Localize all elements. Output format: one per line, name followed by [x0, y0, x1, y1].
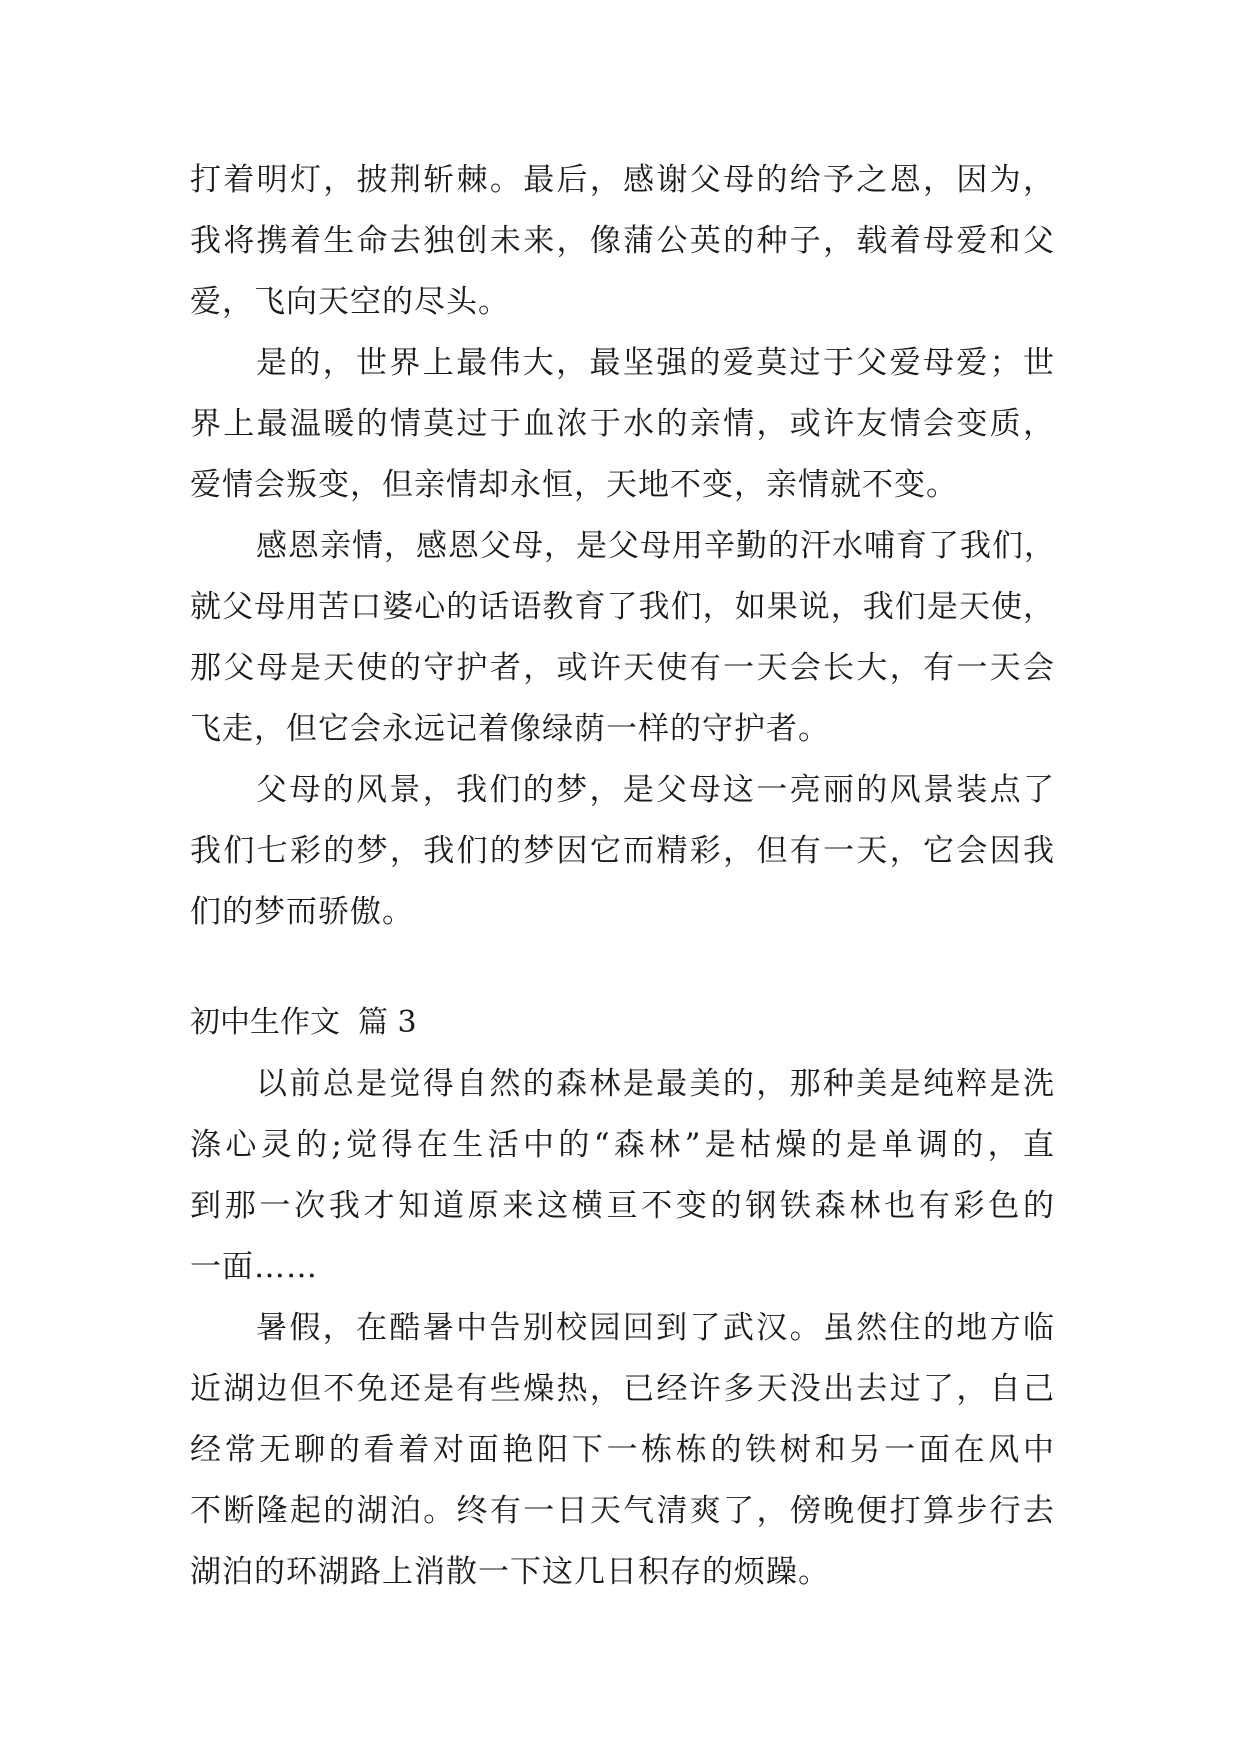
text-line: 湖泊的环湖路上消散一下这几日积存的烦躁。 — [190, 1554, 830, 1590]
text-line: 界上最温暖的情莫过于血浓于水的亲情，或许友情会变质， — [190, 406, 1055, 442]
section-heading — [190, 1003, 417, 1043]
text-line: 经常无聊的看着对面艳阳下一栋栋的铁树和另一面在风中 — [190, 1432, 1055, 1468]
text-line: 爱情会叛变，但亲情却永恒，天地不变，亲情就不变。 — [190, 467, 958, 503]
text-line: 我将携着生命去独创未来，像蒲公英的种子，载着母爱和父 — [190, 223, 1055, 259]
text-line: 近湖边但不免还是有些燥热，已经许多天没出去过了，自己 — [190, 1371, 1055, 1407]
text-line: 那父母是天使的守护者，或许天使有一天会长大，有一天会 — [190, 650, 1055, 686]
text-line: 父母的风景，我们的梦，是父母这一亮丽的风景装点了 — [256, 772, 1055, 808]
text-line: 打着明灯，披荆斩棘。最后，感谢父母的给予之恩，因为， — [190, 162, 1055, 198]
text-line: 我们七彩的梦，我们的梦因它而精彩，但有一天，它会因我 — [190, 833, 1055, 869]
text-line: 是的，世界上最伟大，最坚强的爱莫过于父爱母爱；世 — [256, 345, 1055, 381]
text-line: 到那一次我才知道原来这横亘不变的钢铁森林也有彩色的 — [190, 1188, 1055, 1224]
text-line: 爱，飞向天空的尽头。 — [190, 284, 510, 320]
text-line: 涤心灵的;觉得在生活中的“森林”是枯燥的是单调的，直 — [190, 1127, 1055, 1163]
section-heading-label: 初中生作文 — [190, 1005, 340, 1040]
text-line: 暑假，在酷暑中告别校园回到了武汉。虽然住的地方临 — [256, 1310, 1055, 1346]
section-heading-number: 篇 3 — [358, 1005, 417, 1040]
text-line: 一面…… — [190, 1249, 318, 1285]
text-line: 们的梦而骄傲。 — [190, 894, 414, 930]
text-line: 飞走，但它会永远记着像绿荫一样的守护者。 — [190, 711, 830, 747]
text-line: 以前总是觉得自然的森林是最美的，那种美是纯粹是洗 — [256, 1066, 1055, 1102]
text-line: 感恩亲情，感恩父母，是父母用辛勤的汗水哺育了我们， — [256, 528, 1056, 564]
text-line: 不断隆起的湖泊。终有一日天气清爽了，傍晚便打算步行去 — [190, 1493, 1055, 1529]
text-line: 就父母用苦口婆心的话语教育了我们，如果说，我们是天使， — [190, 589, 1055, 625]
